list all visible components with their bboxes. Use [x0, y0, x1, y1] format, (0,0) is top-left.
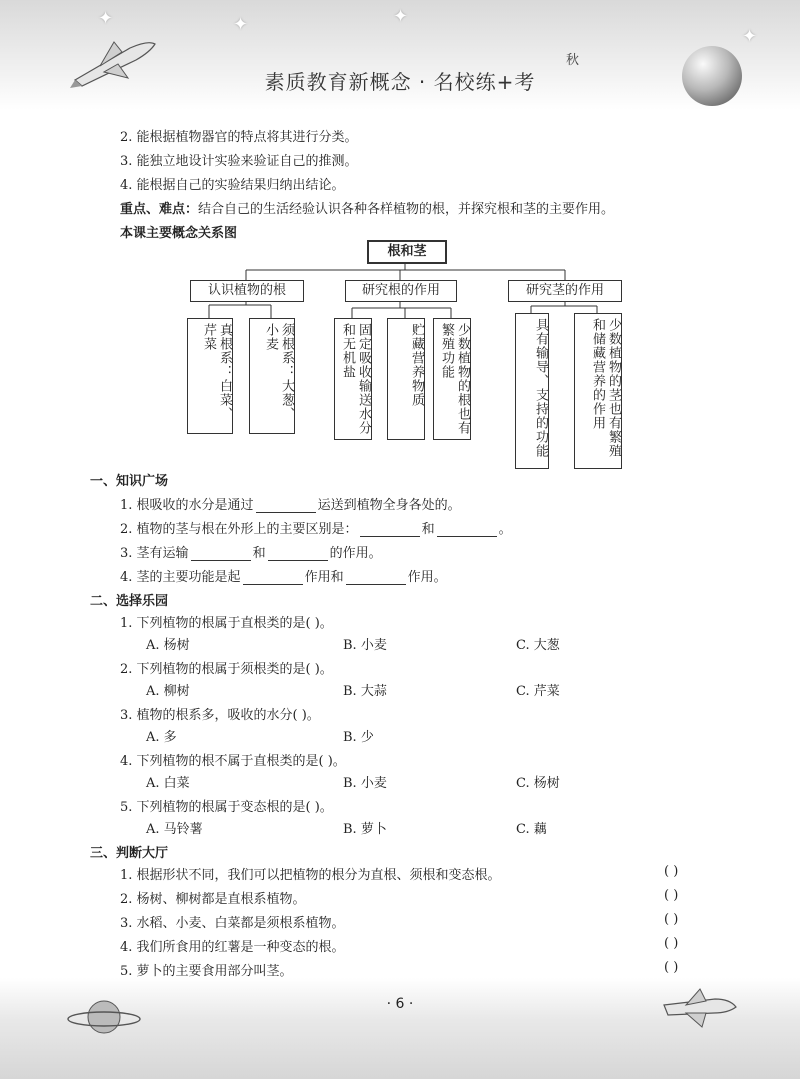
fill-blank-question	[120, 566, 447, 585]
key-points-text: 结合自己的生活经验认识各种各样植物的根，并探究根和茎的主要作用。	[198, 202, 615, 217]
section-title: 三、判断大厅	[90, 846, 169, 861]
judge-statement: 3. 水稻、小麦、白菜都是须根系植物。	[120, 916, 345, 931]
choice-option[interactable]: B. 少	[343, 730, 374, 745]
question-text: 和	[421, 522, 435, 537]
answer-blank[interactable]	[191, 548, 251, 561]
question-text: 运送到植物全身各处的。	[317, 498, 461, 513]
judge-statement: 2. 杨树、柳树都是直根系植物。	[120, 892, 306, 907]
space-shuttle-icon	[660, 985, 740, 1035]
concept-leaf: 真根系：白菜、芹菜	[187, 318, 233, 434]
season-label: 秋	[566, 53, 580, 68]
section-title: 一、知识广场	[90, 474, 169, 489]
concept-map-title: 本课主要概念关系图	[120, 226, 238, 241]
concept-leaf: 须根系：大葱、小麦	[249, 318, 295, 434]
answer-bracket[interactable]: ( )	[664, 864, 679, 879]
choice-question: 5. 下列植物的根属于变态根的是( )。	[120, 800, 333, 815]
choice-option[interactable]: A. 马铃薯	[146, 822, 203, 837]
question-text: 和	[252, 546, 266, 561]
concept-branch: 研究茎的作用	[508, 280, 622, 302]
concept-root: 根和茎	[367, 240, 447, 264]
answer-blank[interactable]	[256, 500, 316, 513]
star-icon: ✦	[742, 26, 758, 47]
choice-question: 1. 下列植物的根属于直根类的是( )。	[120, 616, 333, 631]
choice-question: 2. 下列植物的根属于须根类的是( )。	[120, 662, 333, 677]
choice-option[interactable]: B. 小麦	[343, 776, 387, 791]
choice-option[interactable]: A. 白菜	[146, 776, 190, 791]
question-text: 作用。	[407, 570, 447, 585]
question-text: 根吸收的水分是通过	[136, 498, 254, 513]
page-number: · 6 ·	[386, 996, 414, 1012]
choice-option[interactable]: A. 柳树	[146, 684, 190, 699]
concept-leaf: 具有输导、支持的功能	[515, 313, 549, 469]
question-number: 2.	[120, 522, 133, 537]
judge-statement: 4. 我们所食用的红薯是一种变态的根。	[120, 940, 345, 955]
question-text: 植物的茎与根在外形上的主要区别是：	[136, 522, 358, 537]
judge-statement: 1. 根据形状不同，我们可以把植物的根分为直根、须根和变态根。	[120, 868, 501, 883]
choice-option[interactable]: C. 藕	[516, 822, 547, 837]
section-title: 二、选择乐园	[90, 594, 169, 609]
judge-statement: 5. 萝卜的主要食用部分叫茎。	[120, 964, 293, 979]
concept-leaf: 少数植物的根也有繁殖功能	[433, 318, 471, 440]
choice-question: 4. 下列植物的根不属于直根类的是( )。	[120, 754, 346, 769]
answer-bracket[interactable]: ( )	[664, 888, 679, 903]
answer-bracket[interactable]: ( )	[664, 960, 679, 975]
choice-option[interactable]: B. 大蒜	[343, 684, 387, 699]
concept-branch: 研究根的作用	[345, 280, 457, 302]
question-text: 的作用。	[329, 546, 382, 561]
concept-leaf: 贮藏营养物质	[387, 318, 425, 440]
goal-line: 2. 能根据植物器官的特点将其进行分类。	[120, 130, 358, 145]
answer-blank[interactable]	[437, 524, 497, 537]
answer-bracket[interactable]: ( )	[664, 912, 679, 927]
question-text: 茎有运输	[136, 546, 189, 561]
choice-option[interactable]: A. 多	[146, 730, 177, 745]
goal-line: 4. 能根据自己的实验结果归纳出结论。	[120, 178, 345, 193]
concept-branch: 认识植物的根	[190, 280, 304, 302]
question-text: 作用和	[304, 570, 344, 585]
choice-option[interactable]: B. 小麦	[343, 638, 387, 653]
choice-option[interactable]: C. 芹菜	[516, 684, 560, 699]
star-icon: ✦	[98, 8, 114, 29]
star-icon: ✦	[233, 14, 249, 35]
answer-blank[interactable]	[346, 572, 406, 585]
choice-option[interactable]: A. 杨树	[146, 638, 190, 653]
choice-question: 3. 植物的根系多，吸收的水分( )。	[120, 708, 320, 723]
question-text: 。	[498, 522, 512, 537]
key-points-label: 重点、难点：	[120, 202, 199, 217]
choice-option[interactable]: C. 大葱	[516, 638, 560, 653]
concept-leaf: 少数植物的茎也有繁殖和储藏营养的作用	[574, 313, 622, 469]
fill-blank-question	[120, 494, 461, 513]
page-header-title: 素质教育新概念 · 名校练+考	[264, 70, 536, 94]
question-number: 3.	[120, 546, 133, 561]
fill-blank-question	[120, 542, 382, 561]
choice-option[interactable]: C. 杨树	[516, 776, 560, 791]
star-icon: ✦	[393, 6, 409, 27]
answer-blank[interactable]	[268, 548, 328, 561]
concept-leaf: 固定吸收输送水分和无机盐	[334, 318, 372, 440]
question-number: 4.	[120, 570, 133, 585]
question-text: 茎的主要功能是起	[136, 570, 241, 585]
question-number: 1.	[120, 498, 133, 513]
goal-line: 3. 能独立地设计实验来验证自己的推测。	[120, 154, 358, 169]
answer-blank[interactable]	[360, 524, 420, 537]
answer-blank[interactable]	[243, 572, 303, 585]
choice-option[interactable]: B. 萝卜	[343, 822, 387, 837]
answer-bracket[interactable]: ( )	[664, 936, 679, 951]
fill-blank-question	[120, 518, 512, 537]
